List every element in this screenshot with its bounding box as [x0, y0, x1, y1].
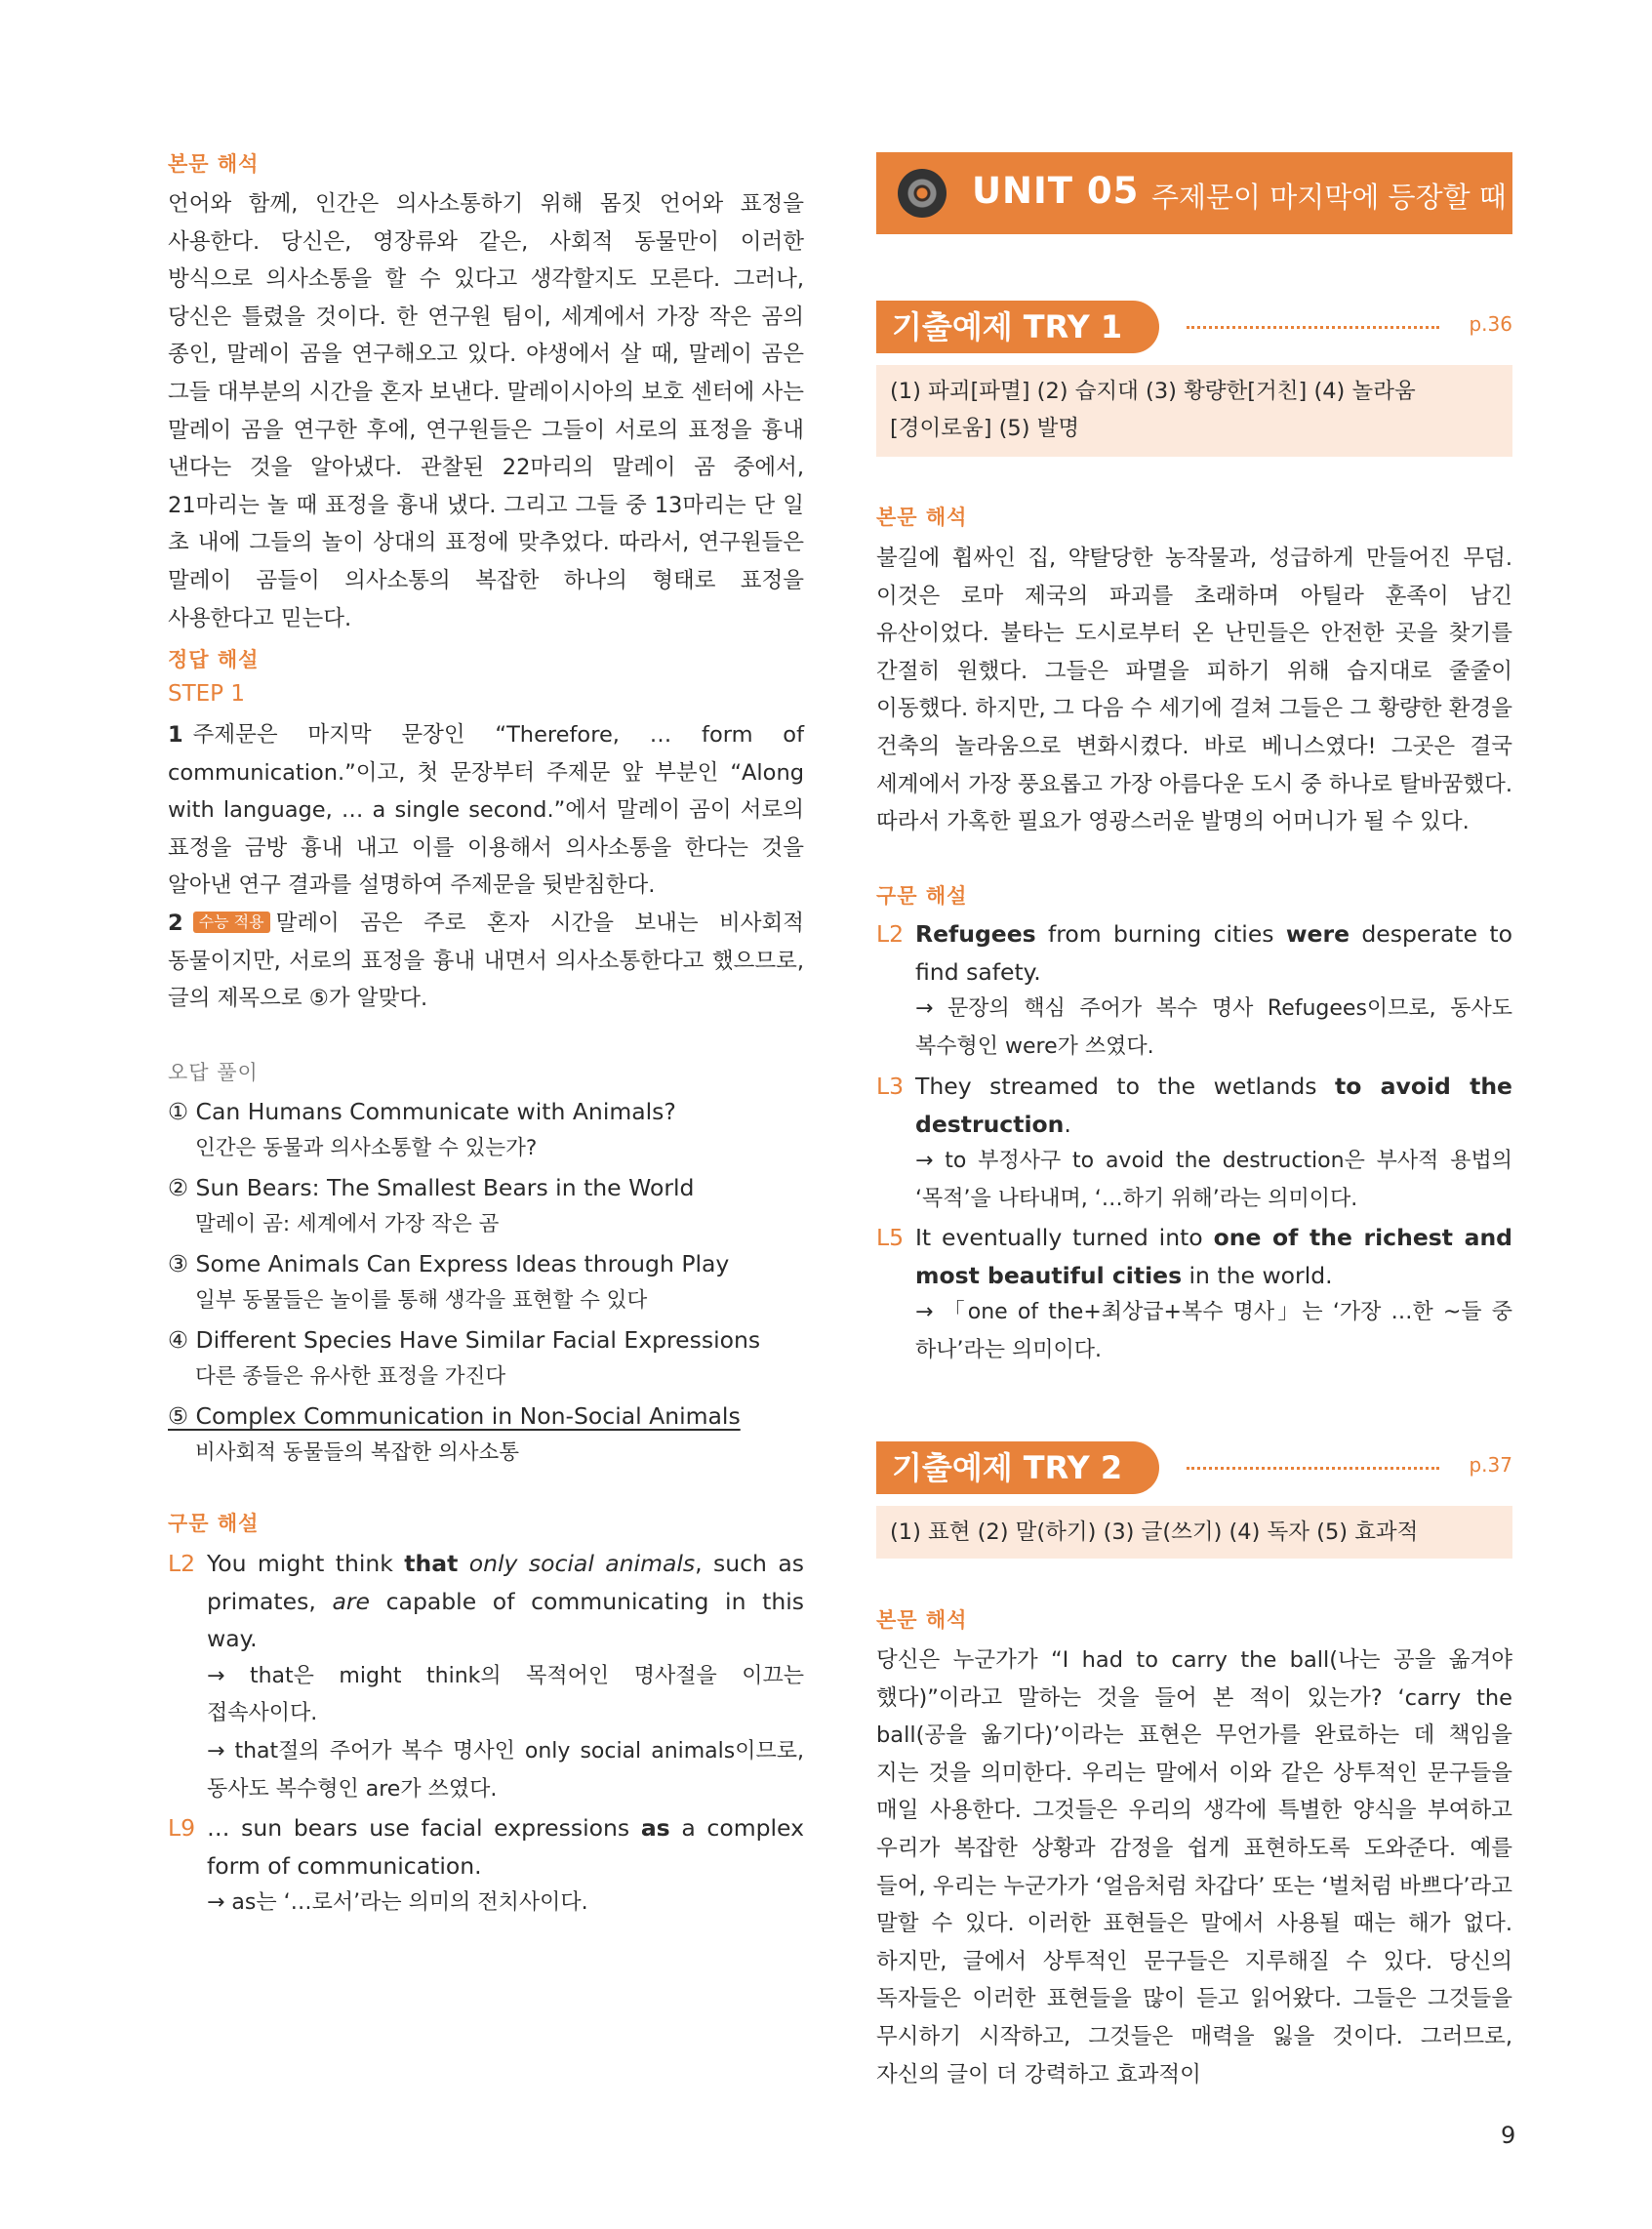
answer-item-2	[168, 905, 804, 1018]
line-label: L2	[876, 920, 905, 948]
try1-header	[876, 301, 1512, 353]
grammar-sentence	[168, 1809, 804, 1885]
sentence-part: a complex form of communication.	[207, 1814, 804, 1880]
grammar-sentence	[168, 1545, 804, 1658]
option-korean: 말레이 곰: 세계에서 가장 작은 곰	[195, 1212, 500, 1236]
sentence-part: , such as primates,	[207, 1550, 804, 1615]
try2-translation-text: 당신은 누군가가 “I had to carry the ball(나는 공을 옮겨야 했다)”이라고 말하는 것을 들어 본 적이 있는가? ‘carry the ball(공을 옮기다)’이라는 표현은 무언가를 완료하는 데 책임을 지는 것을 의미한다. 우리는 말에서 이와 같은 상투적인 문구들을 매일 사용한다. 그것들은 우리의 생각에 특별한 양식을 부여하고 우리가 복잡한 상황과 감정을 쉽게 표현하도록 도와준다. 예를 들어, 우리는 누군가가 ‘얼음처럼 차갑다’ 또는 ‘벌처럼 바쁘다’라고 말할 수 있다. 이러한 표현들은 말에서 사용될 때는 해가 없다. 하지만, 글에서 상투적인 문구들은 지루해질 수 있다. 당신의 독자들은 이러한 표현들을 많이 듣고 읽어왔다. 그들은 그것들을 무시하기 시작하고, 그것들은 매력을 잃을 것이다. 그러므로, 자신의 글이 더 강력하고 효과적이	[876, 1647, 1512, 2087]
item-number: 1	[168, 722, 183, 748]
line-label: L5	[876, 1224, 905, 1251]
sentence-part: from burning cities	[1035, 920, 1286, 948]
sentence-part: They streamed to the wetlands	[915, 1073, 1336, 1100]
sentence-part: capable of communicating in this way.	[207, 1587, 804, 1653]
option-english: ④ Different Species Have Similar Facial Expressions	[168, 1326, 761, 1354]
translation-label: 본문 해석	[168, 152, 260, 176]
sentence-italic: only social animals	[468, 1550, 696, 1577]
option-3	[168, 1245, 804, 1319]
page-number: 9	[1501, 2122, 1516, 2149]
sentence-part: … sun bears use facial expressions	[207, 1814, 641, 1842]
grammar-note: → to 부정사구 to avoid the destruction은 부사적 용법의 ‘목적’을 나타내며, ‘…하기 위해’라는 의미이다.	[915, 1149, 1512, 1211]
try1-translation-label: 본문 해석	[876, 506, 968, 529]
wrong-answer-label: 오답 풀이	[168, 1061, 259, 1084]
option-english: ⑤ Complex Communication in Non-Social Animals	[168, 1402, 741, 1430]
try2-translation-label: 본문 해석	[876, 1608, 968, 1632]
sentence-part: .	[1064, 1110, 1071, 1138]
grammar-note: → as는 ‘…로서’라는 의미의 전치사이다.	[207, 1890, 588, 1916]
option-korean: 비사회적 동물들의 복잡한 의사소통	[195, 1440, 520, 1465]
unit-title: 주제문이 마지막에 등장할 때 2	[1151, 181, 1534, 214]
answer-explanation-label: 정답 해설	[168, 648, 260, 671]
sentence-bold: one of the richest and most beautiful cities	[915, 1224, 1513, 1289]
option-5-correct	[168, 1398, 804, 1472]
try1-grammar-l5	[876, 1219, 1512, 1369]
try1-answer-box: (1) 파괴[파멸] (2) 습지대 (3) 황량한[거친] (4) 놀라움[경이로움] (5) 발명	[876, 365, 1512, 457]
sentence-bold: to avoid the destruction	[915, 1073, 1512, 1138]
try1-translation-text: 불길에 휩싸인 집, 약탈당한 농작물과, 성급하게 만들어진 무덤. 이것은 로마 제국의 파괴를 초래하며 아틸라 훈족이 남긴 유산이었다. 불타는 도시로부터 온 난민들은 안전한 곳을 찾기를 간절히 원했다. 그들은 파멸을 피하기 위해 습지대로 줄줄이 이동했다. 하지만, 그 다음 수 세기에 걸쳐 그들은 그 황량한 환경을 건축의 놀라움으로 변화시켰다. 바로 베니스였다! 그곳은 결국 세계에서 가장 풍요롭고 가장 아름다운 도시 중 하나로 탈바꿈했다. 따라서 가혹한 필요가 영광스러운 발명의 어머니가 될 수 있다.	[876, 546, 1512, 835]
step-label: STEP 1	[168, 681, 245, 707]
sentence-italic: are	[332, 1587, 370, 1615]
option-2	[168, 1169, 804, 1243]
try1-page-ref: p.36	[1469, 312, 1512, 336]
sentence-bold: Refugees	[915, 920, 1036, 948]
item-text: 말레이 곰은 주로 혼자 시간을 보내는 비사회적 동물이지만, 서로의 표정을 흉내 내면서 의사소통한다고 했으므로, 글의 제목으로 ⑤가 알맞다.	[168, 911, 804, 1012]
try1-grammar-l3	[876, 1068, 1512, 1218]
grammar-label: 구문 해설	[168, 1512, 260, 1535]
grammar-sentence	[876, 1219, 1512, 1294]
option-english: ③ Some Animals Can Express Ideas through Play	[168, 1250, 730, 1277]
grammar-note: → that절의 주어가 복수 명사인 only social animals이므로, 동사도 복수형인 are가 쓰였다.	[207, 1738, 804, 1802]
try2-page-ref: p.37	[1469, 1453, 1512, 1477]
translation-text: 언어와 함께, 인간은 의사소통하기 위해 몸짓 언어와 표정을 사용한다. 당신은, 영장류와 같은, 사회적 동물만이 이러한 방식으로 의사소통을 할 수 있다고 생각할지도 모른다. 그러나, 당신은 틀렸을 것이다. 한 연구원 팀이, 세계에서 가장 작은 곰의 종인, 말레이 곰을 연구해오고 있다. 야생에서 살 때, 말레이 곰은 그들 대부분의 시간을 혼자 보낸다. 말레이시아의 보호 센터에 사는 말레이 곰을 연구한 후에, 연구원들은 그들이 서로의 표정을 흉내 낸다는 것을 알아냈다. 관찰된 22마리의 말레이 곰 중에서, 21마리는 놀 때 표정을 흉내 냈다. 그리고 그들 중 13마리는 단 일 초 내에 그들의 놀이 상대의 표정에 맞추었다. 따라서, 연구원들은 말레이 곰들이 의사소통의 복잡한 하나의 형태로 표정을 사용한다고 믿는다.	[168, 191, 804, 631]
unit-number: UNIT 05	[972, 170, 1140, 212]
grammar-note: → 문장의 핵심 주어가 복수 명사 Refugees이므로, 동사도 복수형인 were가 쓰였다.	[915, 996, 1512, 1059]
answer-item-1	[168, 716, 804, 905]
option-korean: 다른 종들은 유사한 표정을 가진다	[195, 1364, 506, 1389]
try2-title: 기출예제 TRY 2	[876, 1441, 1159, 1494]
sentence-part: desperate to find safety.	[915, 920, 1512, 986]
grammar-note: → that은 might think의 목적어인 명사절을 이끄는 접속사이다.	[207, 1663, 804, 1726]
line-label: L3	[876, 1073, 905, 1100]
option-korean: 인간은 동물과 의사소통할 수 있는가?	[195, 1136, 538, 1160]
grammar-sentence	[876, 915, 1512, 991]
sentence-bold: that	[404, 1550, 459, 1577]
sentence-part	[458, 1550, 468, 1577]
grammar-sentence	[876, 1068, 1512, 1143]
option-4	[168, 1321, 804, 1396]
sentence-part: You might think	[207, 1550, 405, 1577]
sentence-bold: were	[1285, 920, 1350, 948]
unit-banner	[876, 152, 1534, 234]
dotted-leader	[1187, 326, 1439, 329]
try1-grammar-l2	[876, 915, 1512, 1066]
try2-answer-box: (1) 표현 (2) 말(하기) (3) 글(쓰기) (4) 독자 (5) 효과적	[876, 1506, 1512, 1559]
option-english: ① Can Humans Communicate with Animals?	[168, 1098, 676, 1125]
sentence-bold: as	[640, 1814, 670, 1842]
try1-title: 기출예제 TRY 1	[876, 301, 1159, 353]
line-label: L2	[168, 1550, 196, 1577]
item-number: 2	[168, 911, 183, 936]
grammar-l2	[168, 1545, 804, 1808]
grammar-l9	[168, 1809, 804, 1923]
sentence-part: in the world.	[1182, 1261, 1333, 1289]
grammar-note: → 「one of the+최상급+복수 명사」는 ‘가장 …한 ~들 중 하나’라는 의미이다.	[915, 1300, 1512, 1362]
option-1	[168, 1093, 804, 1167]
item-text: 주제문은 마지막 문장인 “Therefore, … form of communication.”이고, 첫 문장부터 주제문 앞 부분인 “Along with language, … a single second.”에서 말레이 곰이 서로의 표정을 금방 흉내 내고 이를 이용해서 의사소통을 한다는 것을 알아낸 연구 결과를 설명하여 주제문을 뒷받침한다.	[168, 722, 804, 899]
try1-grammar-label: 구문 해설	[876, 884, 968, 908]
sentence-part: It eventually turned into	[915, 1224, 1214, 1251]
option-korean: 일부 동물들은 놀이를 통해 생각을 표현할 수 있다	[195, 1288, 648, 1313]
line-label: L9	[168, 1814, 196, 1842]
try2-header	[876, 1441, 1512, 1494]
disc-icon	[898, 169, 947, 218]
suneung-badge: 수능 적용	[193, 912, 270, 933]
option-english: ② Sun Bears: The Smallest Bears in the World	[168, 1174, 695, 1201]
dotted-leader	[1187, 1467, 1439, 1470]
